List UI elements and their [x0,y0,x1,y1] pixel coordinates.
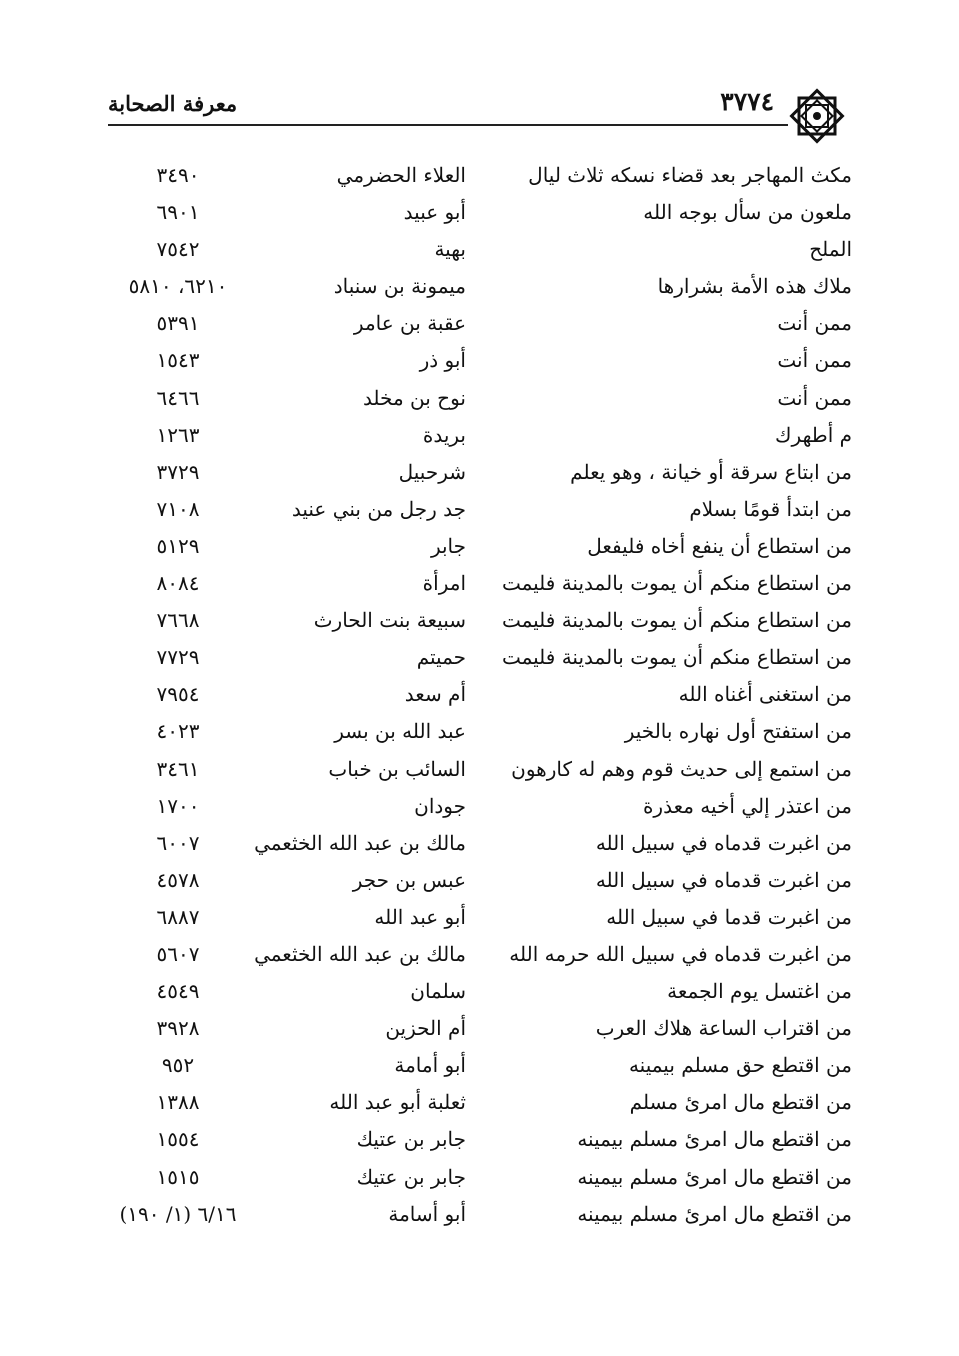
narrator-name: السائب بن خباب [328,756,466,781]
hadith-reference: ١٢٦٣ [156,422,200,447]
hadith-reference: ٦٠٠٧ [156,830,200,855]
hadith-reference: ١٧٠٠ [156,793,200,818]
hadith-text: من اعتذر إلي أخيه معذرة [642,793,852,818]
hadith-reference: ١٥٥٤ [156,1127,200,1152]
narrator-name: جابر بن عتيك [356,1127,466,1152]
hadith-reference: ١٥١٥ [156,1164,200,1189]
hadith-text: ممن أنت [777,311,852,336]
hadith-reference: ٥١٢٩ [156,533,200,558]
hadith-reference: ٤٠٢٣ [156,719,200,744]
hadith-index-list [108,158,852,1234]
hadith-text: ممن أنت [777,385,852,410]
hadith-reference: ٧١٠٨ [156,496,200,521]
hadith-reference: (١/ ١٩٠) ٦/١٦ [119,1201,237,1226]
narrator-name: أم الحزين [385,1016,466,1041]
hadith-reference: ٤٥٤٩ [156,979,200,1004]
index-entry [108,1085,852,1122]
hadith-text: ممن أنت [777,348,852,373]
hadith-reference: ٦٢١٠، ٥٨١٠ [128,274,228,299]
hadith-reference: ٨٠٨٤ [156,571,200,596]
narrator-name: جد رجل من بني عنيد [291,496,466,521]
hadith-reference: ٥٦٠٧ [156,941,200,966]
narrator-name: بهية [434,237,466,262]
hadith-text: من اقتطع مال امرئ مسلم بيمينه [577,1127,852,1152]
index-entry [108,566,852,603]
narrator-name: ميمونة بن سنباد [333,274,466,299]
index-entry [108,863,852,900]
index-entry [108,1048,852,1085]
index-entry [108,974,852,1011]
narrator-name: سبيعة بنت الحارث [313,608,466,633]
hadith-text: من اقتطع مال امرئ مسلم بيمينه [577,1164,852,1189]
index-entry [108,789,852,826]
narrator-name: نوح بن مخلد [362,385,466,410]
hadith-text: م أطهرك [775,422,852,447]
hadith-text: من استفتح أول نهاره بالخير [624,719,852,744]
page-number: ٣٧٧٤ [720,87,774,116]
narrator-name: سلمان [410,979,466,1004]
hadith-reference: ٧٧٢٩ [156,645,200,670]
index-entry [108,900,852,937]
hadith-reference: ٣٩٢٨ [156,1016,200,1041]
hadith-reference: ١٣٨٨ [156,1090,200,1115]
hadith-text: من استمع إلى حديث قوم وهم له كارهون [511,756,852,781]
running-title: معرفة الصحابة [108,91,238,116]
index-entry [108,232,852,269]
hadith-text: من اقتراب الساعة هلاك العرب [595,1016,852,1041]
index-entry [108,306,852,343]
index-entry [108,455,852,492]
hadith-text: من اغبرت قدماه في سبيل الله حرمه الله [509,941,852,966]
hadith-text: مكث المهاجر بعد قضاء نسكه ثلاث ليال [528,163,852,187]
hadith-text: من ابتدأ قومًا بسلام [689,496,852,521]
header-divider [108,124,788,126]
hadith-text: من اقتطع مال امرئ مسلم بيمينه [577,1201,852,1226]
narrator-name: جابر بن عتيك [356,1164,466,1189]
index-entry [108,1011,852,1048]
narrator-name: أم سعد [404,682,466,707]
hadith-reference: ٦٨٨٧ [156,904,200,929]
hadith-text: ملعون من سأل بوجه الله [643,200,852,225]
hadith-text: من اغبرت قدماه في سبيل الله [595,867,852,892]
hadith-reference: ٥٣٩١ [156,311,200,336]
index-entry [108,1197,852,1234]
index-entry [108,640,852,677]
index-entry [108,826,852,863]
hadith-reference: ٣٤٦١ [156,756,200,781]
index-entry [108,529,852,566]
narrator-name: امرأة [422,571,466,596]
hadith-text: من استطاع أن ينفع أخاه فليفعل [587,533,852,558]
index-entry [108,158,852,195]
narrator-name: أبو عبد الله [374,904,466,929]
narrator-name: ثعلبة أبو عبد الله [329,1090,466,1115]
index-entry [108,418,852,455]
narrator-name: عقبة بن عامر [353,311,466,336]
hadith-text: ملاك هذه الأمة بشرارها [657,274,852,299]
index-entry [108,603,852,640]
hadith-text: من استطاع منكم أن يموت بالمدينة فليمت [501,608,852,633]
hadith-text: من اغبرت قدما في سبيل الله [606,904,852,929]
hadith-text: من اغبرت قدماه في سبيل الله [595,830,852,855]
narrator-name: حميتم [416,645,466,670]
narrator-name: عبس بن حجر [352,867,466,892]
narrator-name: أبو أمامة [394,1053,466,1078]
index-entry [108,269,852,306]
index-entry [108,937,852,974]
narrator-name: عبد الله بن بسر [334,719,466,744]
narrator-name: جودان [414,793,466,818]
hadith-reference: ٦٤٦٦ [156,385,200,410]
hadith-reference: ٧٦٦٨ [156,608,200,633]
hadith-text: من استغنى أغناه الله [678,682,852,707]
hadith-text: من اغتسل يوم الجمعة [667,979,852,1004]
star-octagon-icon [786,85,848,147]
index-entry [108,677,852,714]
hadith-reference: ٧٥٤٢ [156,237,200,262]
narrator-name: أبو عبيد [403,200,466,225]
hadith-text: من استطاع منكم أن يموت بالمدينة فليمت [501,571,852,596]
narrator-name: شرحبيل [398,459,466,484]
narrator-name: مالك بن عبد الله الخثعمي [254,830,466,855]
narrator-name: أبو أسامة [388,1201,466,1226]
hadith-text: من اقتطع حق مسلم بيمينه [628,1053,852,1078]
hadith-text: الملح [809,237,852,262]
index-entry [108,195,852,232]
hadith-text: من استطاع منكم أن يموت بالمدينة فليمت [501,645,852,670]
hadith-text: من اقتطع مال امرئ مسلم [629,1090,852,1115]
index-entry [108,492,852,529]
narrator-name: العلاء الحضرمي [336,163,466,187]
index-entry [108,1160,852,1197]
page-header [108,85,848,125]
narrator-name: جابر [430,533,466,558]
narrator-name: بريدة [422,422,466,447]
hadith-reference: ٣٤٩٠ [156,163,200,187]
hadith-reference: ١٥٤٣ [156,348,200,373]
hadith-reference: ٣٧٢٩ [156,459,200,484]
hadith-text: من ابتاع سرقة أو خيانة ، وهو يعلم [570,459,852,484]
hadith-reference: ٧٩٥٤ [156,682,200,707]
index-entry [108,752,852,789]
index-entry [108,1122,852,1159]
index-entry [108,714,852,751]
hadith-reference: ٦٩٠١ [156,200,200,225]
index-entry [108,381,852,418]
hadith-reference: ٩٥٢ [161,1053,195,1078]
narrator-name: مالك بن عبد الله الخثعمي [254,941,466,966]
narrator-name: أبو ذر [419,348,466,373]
hadith-reference: ٤٥٧٨ [156,867,200,892]
index-entry [108,343,852,380]
